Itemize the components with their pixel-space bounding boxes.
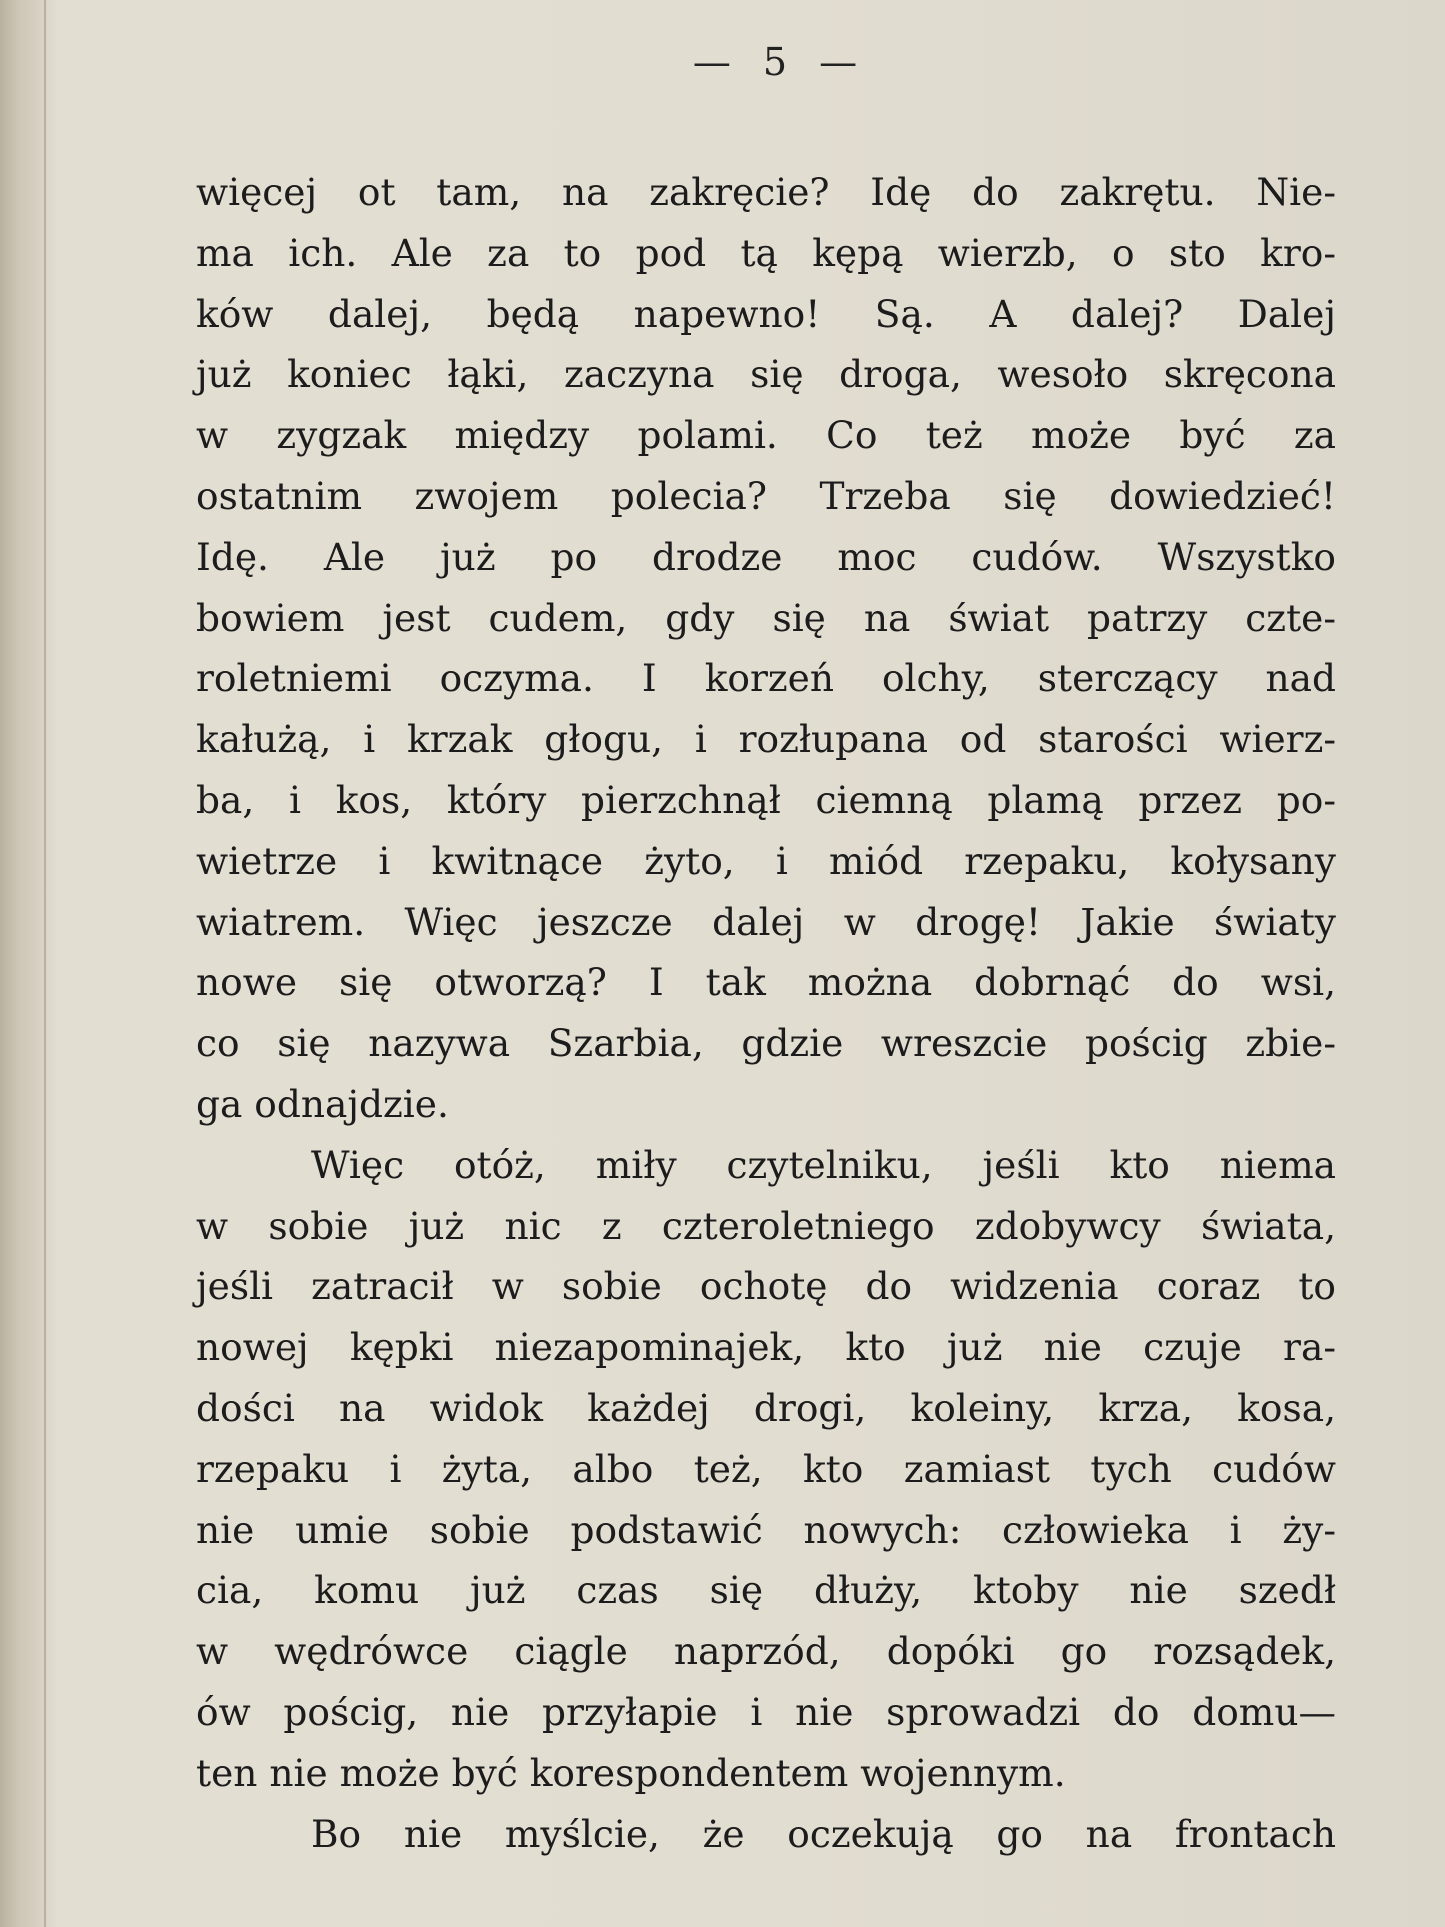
text-line: ma ich. Ale za to pod tą kępą wierzb, o sto kro- [196, 230, 1336, 275]
text-line: ba, i kos, który pierzchnął ciemną plamą przez po- [196, 777, 1336, 822]
text-line: co się nazywa Szarbia, gdzie wreszcie pościg zbie- [196, 1021, 1336, 1066]
text-line: już koniec łąki, zaczyna się droga, wesoło skręcona [196, 352, 1336, 397]
text-line: bowiem jest cudem, gdy się na świat patrzy czte- [196, 595, 1336, 640]
text-line: ten nie może być korespondentem wojennym. [196, 1750, 1066, 1795]
text-line: ga odnajdzie. [196, 1081, 449, 1126]
text-line: rzepaku i żyta, albo też, kto zamiast tych cudów [196, 1446, 1336, 1491]
text-line: Idę. Ale już po drodze moc cudów. Wszystko [196, 534, 1336, 579]
text-line: wietrze i kwitnące żyto, i miód rzepaku, kołysany [196, 838, 1336, 883]
text-line: dości na widok każdej drogi, koleiny, krza, kosa, [196, 1385, 1336, 1430]
text-line: roletniemi oczyma. I korzeń olchy, sterczący nad [196, 656, 1336, 701]
paragraph-3 [196, 1804, 1336, 1865]
text-line: więcej ot tam, na zakręcie? Idę do zakrętu. Nie- [196, 170, 1336, 214]
body-text [196, 162, 1336, 1864]
text-line: wiatrem. Więc jeszcze dalej w drogę! Jakie światy [196, 899, 1336, 944]
text-line: nowe się otworzą? I tak można dobrnąć do wsi, [196, 960, 1336, 1005]
text-line: ków dalej, będą napewno! Są. A dalej? Dalej [196, 291, 1336, 336]
paragraph-2 [196, 1135, 1336, 1804]
text-line: jeśli zatracił w sobie ochotę do widzenia coraz to [196, 1264, 1336, 1309]
paragraph-1 [196, 162, 1336, 1135]
text-line: cia, komu już czas się dłuży, ktoby nie szedł [196, 1568, 1336, 1613]
text-line: nowej kępki niezapominajek, kto już nie czuje ra- [196, 1325, 1336, 1370]
text-line: Więc otóż, miły czytelniku, jeśli kto niema [311, 1142, 1336, 1187]
text-line: w zygzak między polami. Co też może być za [196, 413, 1336, 458]
text-line: ów pościg, nie przyłapie i nie sprowadzi do domu— [196, 1689, 1336, 1734]
text-line: ostatnim zwojem polecia? Trzeba się dowiedzieć! [196, 473, 1336, 518]
page-number: — 5 — [692, 40, 868, 84]
text-line: kałużą, i krzak głogu, i rozłupana od starości wierz- [196, 717, 1336, 762]
gutter-line [44, 0, 46, 1927]
text-line: w sobie już nic z czteroletniego zdobywcy świata, [196, 1203, 1336, 1248]
gutter-shadow [0, 0, 56, 1927]
text-line: w wędrówce ciągle naprzód, dopóki go rozsądek, [196, 1629, 1336, 1674]
text-line: nie umie sobie podstawić nowych: człowieka i ży- [196, 1507, 1336, 1552]
text-line: Bo nie myślcie, że oczekują go na frontach [311, 1811, 1336, 1856]
